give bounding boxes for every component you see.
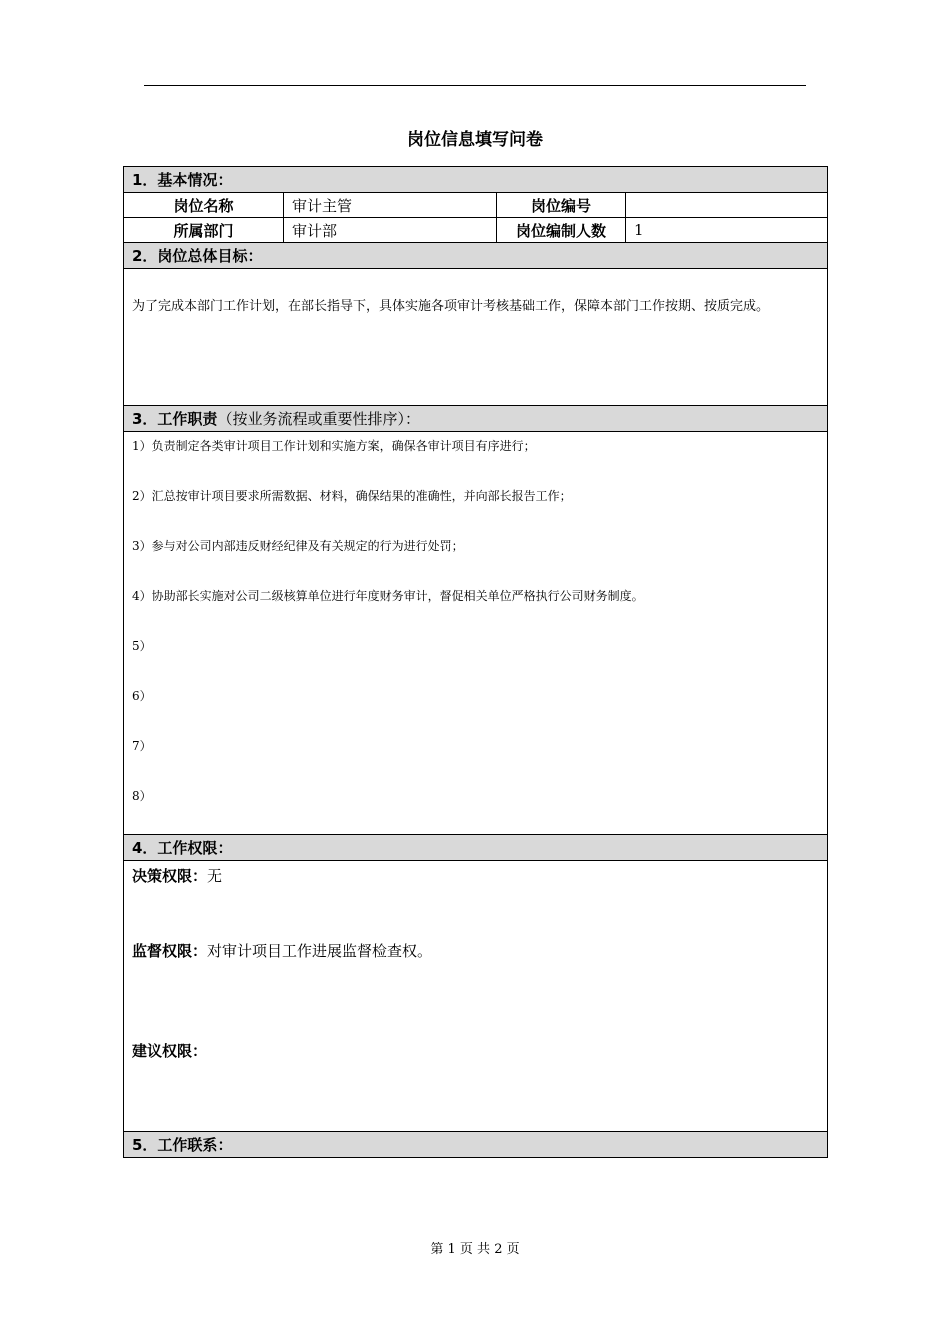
page-footer: 第 1 页 共 2 页: [430, 1242, 520, 1257]
duty-item: 8）: [132, 789, 152, 803]
duties-heading: 3．工作职责: [132, 410, 218, 428]
supervision-authority: [132, 940, 432, 961]
header-rule: [144, 85, 806, 86]
position-name-label: 岗位名称: [124, 193, 284, 218]
decision-label: 决策权限：: [132, 867, 208, 885]
duty-item: 5）: [132, 639, 152, 653]
department-label: 所属部门: [124, 218, 284, 243]
duties-subheading: （按业务流程或重要性排序）：: [217, 410, 420, 428]
section-goal: 2．岗位总体目标：: [124, 243, 828, 269]
authority-field[interactable]: [124, 861, 828, 1132]
suggestion-label: 建议权限：: [132, 1042, 208, 1060]
duty-item: 4）协助部长实施对公司二级核算单位进行年度财务审计，督促相关单位严格执行公司财务制度。: [132, 589, 644, 603]
section-duties: [124, 406, 828, 432]
section-relations: 5．工作联系：: [124, 1132, 828, 1158]
department-field[interactable]: 审计部: [284, 218, 497, 243]
decision-value: 无: [207, 867, 223, 885]
duty-item: 3）参与对公司内部违反财经纪律及有关规定的行为进行处罚；: [132, 539, 464, 553]
section-authority: 4．工作权限：: [124, 835, 828, 861]
position-no-label: 岗位编号: [497, 193, 626, 218]
duty-item: 7）: [132, 739, 152, 753]
position-no-field[interactable]: [626, 193, 828, 218]
goal-field[interactable]: 为了完成本部门工作计划，在部长指导下，具体实施各项审计考核基础工作，保障本部门工作按期、按质完成。: [124, 269, 828, 406]
page-title: 岗位信息填写问卷: [407, 130, 543, 150]
duty-item: 2）汇总按审计项目要求所需数据、材料，确保结果的准确性，并向部长报告工作；: [132, 489, 572, 503]
position-name-field[interactable]: 审计主管: [284, 193, 497, 218]
duty-item: 6）: [132, 689, 152, 703]
headcount-label: 岗位编制人数: [497, 218, 626, 243]
suggestion-authority: [132, 1040, 207, 1061]
decision-authority: [132, 865, 222, 886]
supervision-label: 监督权限：: [132, 942, 208, 960]
duty-item: 1）负责制定各类审计项目工作计划和实施方案，确保各审计项目有序进行；: [132, 439, 536, 453]
supervision-value: 对审计项目工作进展监督检查权。: [207, 942, 433, 960]
section-basic: 1．基本情况：: [124, 167, 828, 193]
headcount-field[interactable]: 1: [626, 218, 828, 243]
questionnaire-table: [123, 166, 828, 1158]
duties-field[interactable]: [124, 432, 828, 835]
